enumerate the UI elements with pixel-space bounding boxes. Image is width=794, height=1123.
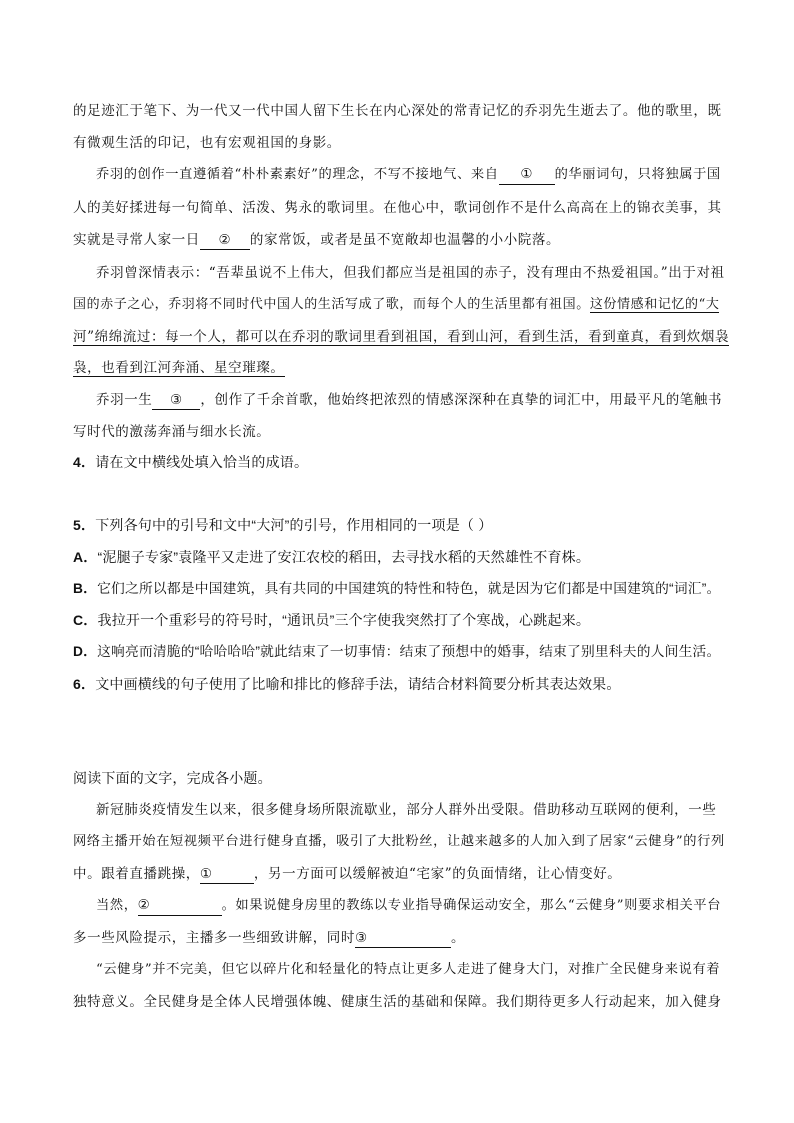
fill-blank-3[interactable]: ③ [355, 929, 451, 948]
option-text: “泥腿子专家”袁隆平又走进了安江农校的稻田，去寻找水稻的天然雄性不育株。 [97, 549, 591, 565]
passage1-line [73, 422, 728, 442]
text: 阅读下面的文字，完成各小题。 [73, 770, 272, 786]
passage2-line [73, 832, 728, 852]
text: 的华丽词句，只将独属于国 [554, 167, 721, 182]
text: ，创作了千余首歌，他始终把浓烈的情感深深种在真挚的词汇中，用最平凡的笔触书 [200, 392, 723, 408]
text: 网络主播开始在短视频平台进行健身直播，吸引了大批粉丝，让越来越多的人加入到了居家“云健身”的行列 [73, 834, 725, 849]
passage1-line [73, 327, 728, 347]
question-text: 文中画横线的句子使用了比喻和排比的修辞手法，请结合材料简要分析其表达效果。 [95, 676, 621, 692]
text: 国的赤子之心，乔羽将不同时代中国人的生活写成了歌，而每个人的生活里都有祖国。 [73, 297, 590, 312]
text: 独特意义。全民健身是全体人民增强体魄、健康生活的基础和保障。我们期待更多人行动起来，加入健身 [73, 994, 722, 1010]
fill-blank-2[interactable]: ② [138, 897, 222, 916]
passage1-line [73, 358, 728, 378]
question-number: 6． [73, 676, 96, 692]
text: 当然， [96, 898, 138, 913]
question-text: 请在文中横线处填入恰当的成语。 [95, 454, 309, 470]
question-5 [73, 515, 728, 535]
option-b[interactable] [73, 579, 728, 599]
passage1-line [96, 390, 728, 410]
text: “云健身”并不完美，但它以碎片化和轻量化的特点让更多人走进了健身大门，对推广全民健身来说有着 [96, 962, 721, 977]
passage1-line [96, 165, 728, 185]
text: 人的美好揉进每一句简单、活泼、隽永的歌词里。在他心中，歌词创作不是什么高高在上的锦衣美事，其 [73, 200, 722, 216]
text: 的家常饭，或者是虽不宽敞却也温馨的小小院落。 [249, 232, 561, 248]
passage2-line [96, 960, 728, 980]
text: 实就是寻常人家一日 [73, 232, 200, 248]
text: 多一些风险提示，主播多一些细致讲解，同时 [73, 930, 355, 946]
text: 中。跟着直播跳操， [73, 866, 200, 882]
fill-blank-2[interactable]: ② [200, 231, 250, 250]
passage1-line [73, 101, 728, 121]
text: 。如果说健身房里的教练以专业指导确保运动安全，那么“云健身”则要求相关平台 [221, 898, 722, 913]
text: ，另一方面可以缓解被迫“宅家”的负面情绪，让心情变好。 [253, 866, 622, 882]
question-4 [73, 452, 728, 472]
fill-blank-3[interactable]: ③ [152, 391, 200, 410]
text: 乔羽曾深情表示：“吾辈虽说不上伟大，但我们都应当是祖国的赤子，没有理由不热爱祖国。”出于对祖 [96, 265, 725, 281]
option-a[interactable] [73, 547, 728, 567]
passage2-line [73, 864, 728, 884]
text: 新冠肺炎疫情发生以来，很多健身场所限流歇业，部分人群外出受限。借助移动互联网的便利，一些 [96, 802, 717, 818]
passage1-line [73, 198, 728, 218]
option-label: B． [73, 581, 98, 596]
underlined-sentence: 这份情感和记忆的“大 [589, 297, 720, 312]
option-text: 它们之所以都是中国建筑，具有共同的中国建筑的特性和特色，就是因为它们都是中国建筑的“词汇”。 [97, 581, 721, 596]
passage1-line [73, 133, 728, 153]
option-d[interactable] [73, 642, 728, 662]
passage2-line [96, 800, 728, 820]
text: 。 [451, 930, 466, 946]
underlined-sentence: 袅，也看到江河奔涌、星空璀璨。 [73, 360, 285, 376]
fill-blank-1[interactable]: ① [499, 166, 555, 185]
option-label: C． [73, 612, 98, 628]
passage1-line [73, 295, 728, 315]
option-text: 这响亮而清脆的“哈哈哈哈”就此结束了一切事情：结束了预想中的婚事，结束了别里科夫的人间生活。 [97, 644, 721, 659]
underlined-sentence: 河”绵绵流过：每一个人，都可以在乔羽的歌词里看到祖国，看到山河，看到生活，看到童真，看到炊烟袅 [73, 329, 730, 345]
option-text: 我拉开一个重彩号的符号时，“通讯员”三个字使我突然打了个寒战，心跳起来。 [97, 612, 591, 628]
question-number: 5． [73, 517, 96, 533]
passage1-line [96, 263, 728, 283]
fill-blank-1[interactable]: ① [200, 865, 254, 884]
passage2-line [96, 896, 728, 916]
passage2-intro [73, 768, 728, 788]
passage2-line [73, 928, 728, 948]
question-6 [73, 674, 728, 694]
text: 乔羽的创作一直遵循着“朴朴素素好”的理念，不写不接地气、来自 [96, 167, 499, 182]
passage1-line [73, 230, 728, 250]
option-c[interactable] [73, 610, 728, 630]
passage2-line [73, 992, 728, 1012]
question-text: 下列各句中的引号和文中“大河”的引号，作用相同的一项是（ ） [95, 517, 493, 533]
text: 写时代的激荡奔涌与细水长流。 [73, 424, 271, 440]
text: 乔羽一生 [96, 392, 153, 408]
option-label: A． [73, 549, 98, 565]
option-label: D． [73, 644, 98, 659]
text: 的足迹汇于笔下、为一代又一代中国人留下生长在内心深处的常青记忆的乔羽先生逝去了。他的歌里，既 [73, 103, 722, 119]
text: 有微观生活的印记，也有宏观祖国的身影。 [73, 135, 341, 151]
question-number: 4． [73, 454, 96, 470]
